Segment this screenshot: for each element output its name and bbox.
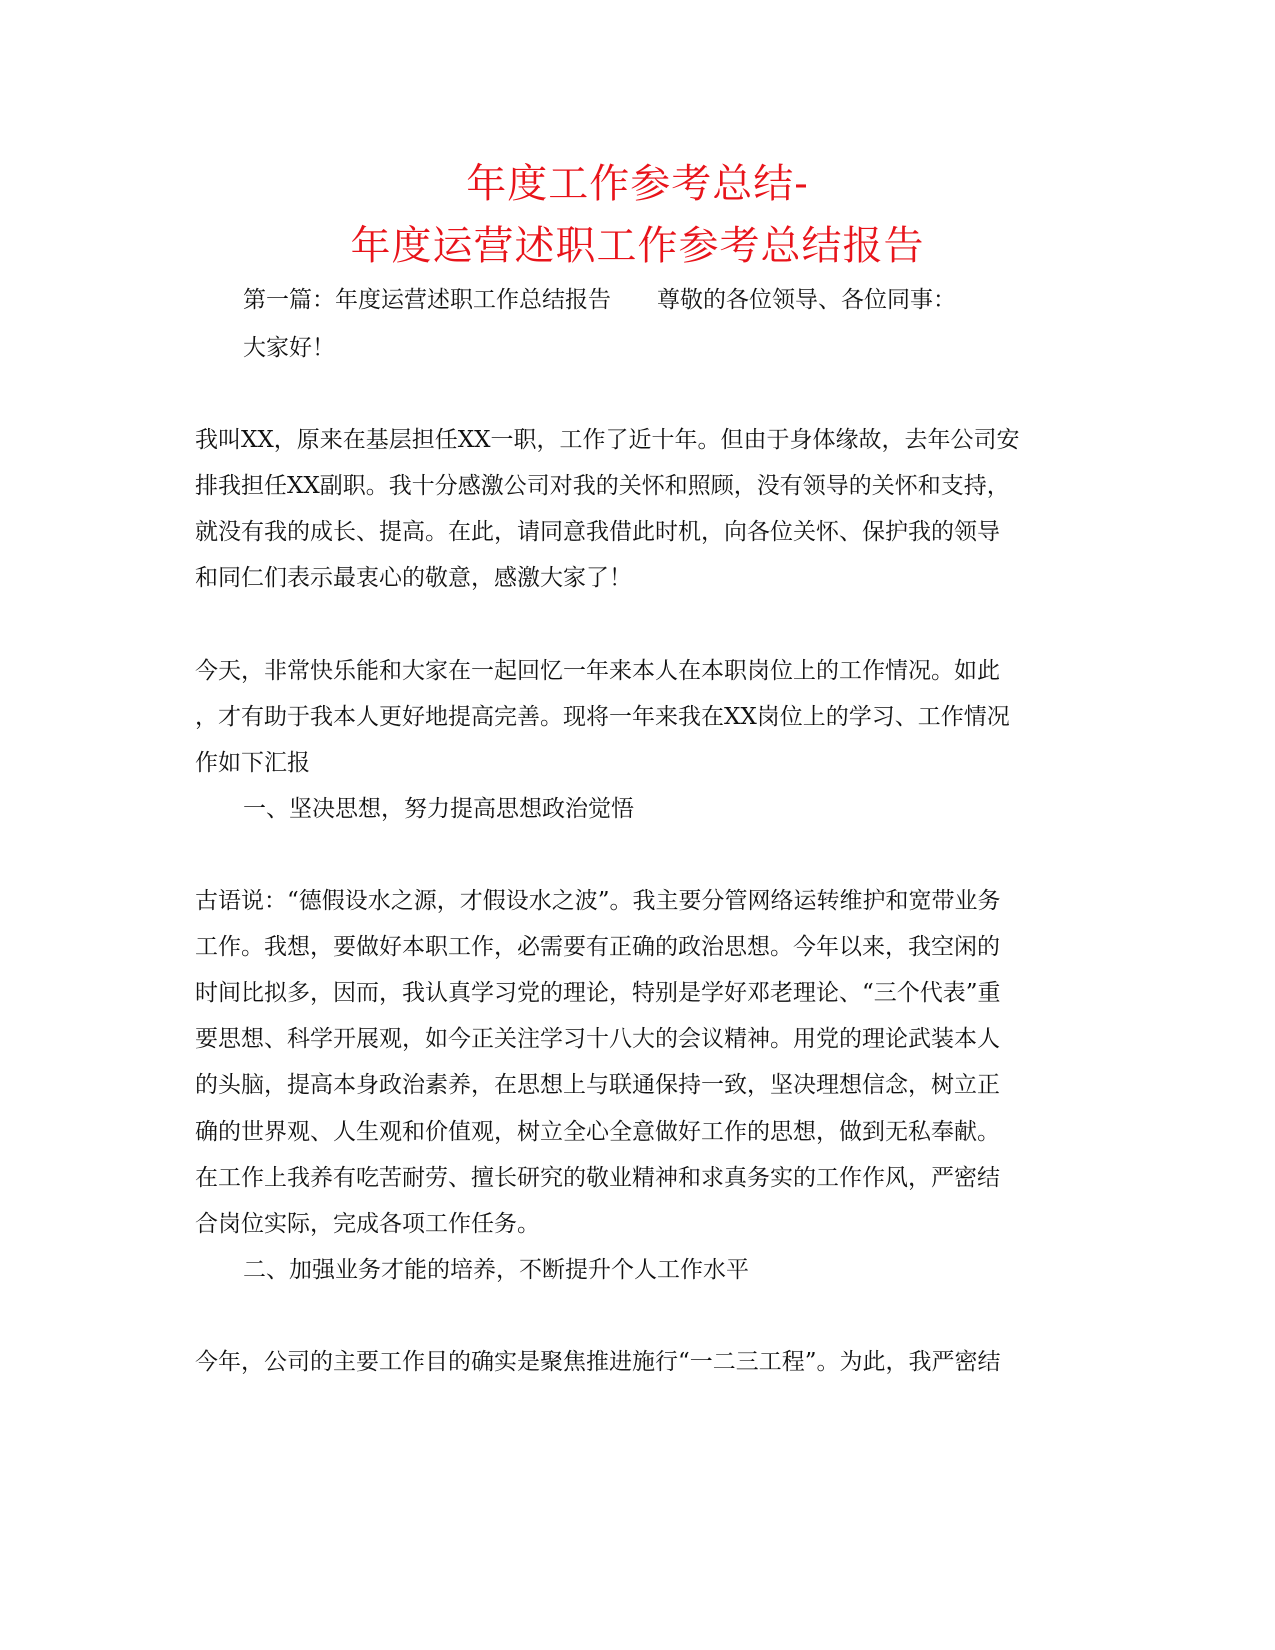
body-line: 排我担任XX副职。我十分感激公司对我的关怀和照顾，没有领导的关怀和支持， xyxy=(195,473,1010,499)
body-line: 在工作上我养有吃苦耐劳、擅长研究的敬业精神和求真务实的工作作风，严密结 xyxy=(195,1165,1000,1191)
section-heading: 二、加强业务才能的培养，不断提升个人工作水平 xyxy=(243,1257,749,1283)
body-line: 我叫XX，原来在基层担任XX一职，工作了近十年。但由于身体缘故，去年公司安 xyxy=(195,427,1020,453)
body-line: 工作。我想，要做好本职工作，必需要有正确的政治思想。今年以来，我空闲的 xyxy=(195,934,1000,960)
body-line: 作如下汇报 xyxy=(195,750,310,776)
document-title-line-2: 年度运营述职工作参考总结报告 xyxy=(350,223,925,269)
body-line: ，才有助于我本人更好地提高完善。现将一年来我在XX岗位上的学习、工作情况 xyxy=(195,704,1010,730)
body-line: 古语说：“德假设水之源，才假设水之波”。我主要分管网络运转维护和宽带业务 xyxy=(195,888,1001,914)
section-heading: 一、坚决思想，努力提高思想政治觉悟 xyxy=(243,796,634,822)
body-line: 要思想、科学开展观，如今正关注学习十八大的会议精神。用党的理论武装本人 xyxy=(195,1026,1000,1052)
body-line: 和同仁们表示最衷心的敬意，感激大家了！ xyxy=(195,565,632,591)
body-line: 的头脑，提高本身政治素养，在思想上与联通保持一致，坚决理想信念，树立正 xyxy=(195,1072,1000,1098)
document-title-line-1: 年度工作参考总结- xyxy=(466,161,809,207)
body-line: 大家好！ xyxy=(243,335,335,361)
body-line: 时间比拟多，因而，我认真学习党的理论，特别是学好邓老理论、“三个代表”重 xyxy=(195,980,1001,1006)
body-line: 第一篇：年度运营述职工作总结报告 尊敬的各位领导、各位同事： xyxy=(243,287,956,313)
body-line: 合岗位实际，完成各项工作任务。 xyxy=(195,1211,540,1237)
body-line: 确的世界观、人生观和价值观，树立全心全意做好工作的思想，做到无私奉献。 xyxy=(195,1119,1000,1145)
body-line: 今天，非常快乐能和大家在一起回忆一年来本人在本职岗位上的工作情况。如此 xyxy=(195,658,1000,684)
body-line: 就没有我的成长、提高。在此，请同意我借此时机，向各位关怀、保护我的领导 xyxy=(195,519,1000,545)
body-line: 今年，公司的主要工作目的确实是聚焦推进施行“一二三工程”。为此，我严密结 xyxy=(195,1349,1001,1375)
